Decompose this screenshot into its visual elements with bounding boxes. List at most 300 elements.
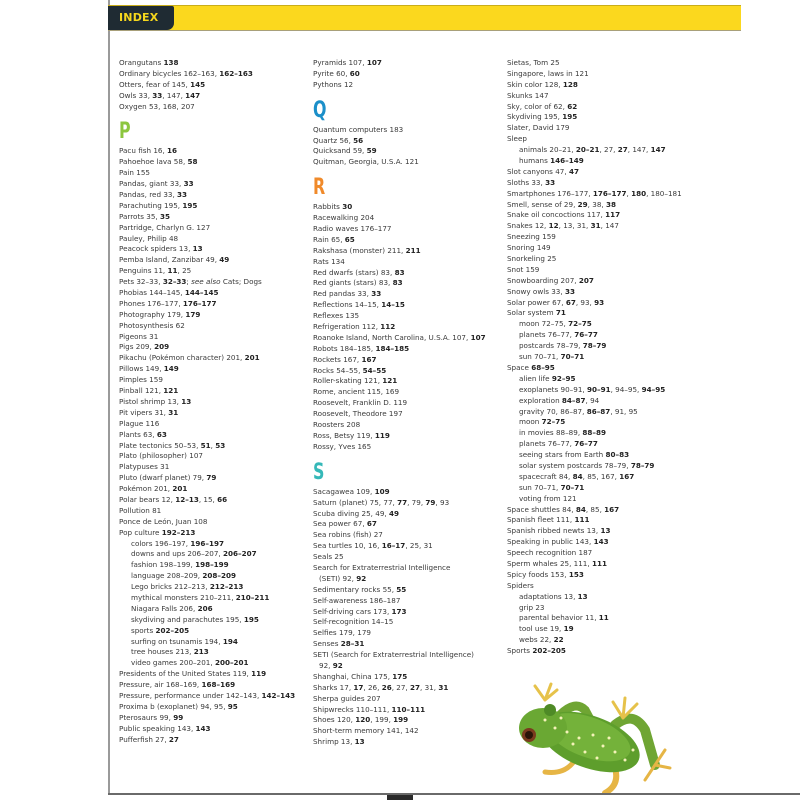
index-subentry	[507, 396, 707, 407]
index-entry	[313, 355, 498, 366]
index-subentry	[507, 417, 707, 428]
illustrated-page-ref: 211	[405, 245, 421, 255]
entry-text: Pets 32–33,	[119, 277, 163, 287]
index-subentry	[119, 626, 304, 637]
entry-text: 92,	[319, 660, 333, 670]
entry-text: Sea power 67,	[313, 519, 367, 529]
illustrated-page-ref: 143	[593, 537, 609, 547]
index-entry	[313, 409, 498, 420]
illustrated-page-ref: 49	[219, 255, 230, 265]
entry-text: Red pandas 33,	[313, 289, 372, 299]
index-entry	[507, 559, 707, 570]
entry-text: , 31,	[420, 682, 439, 692]
entry-text: Roller-skating 121,	[313, 376, 383, 386]
index-subentry	[119, 539, 304, 550]
entry-text: Pigeons 31	[119, 331, 159, 341]
index-column-1	[119, 58, 304, 745]
illustrated-page-ref: 202–205	[155, 625, 190, 635]
entry-text: Red giants (stars) 83,	[313, 278, 393, 288]
entry-text: parental behavior 11,	[519, 613, 599, 623]
entry-text: Singapore, laws in 121	[507, 68, 589, 78]
illustrated-page-ref: 175	[392, 671, 408, 681]
entry-text: alien life	[519, 373, 552, 383]
index-entry	[313, 715, 498, 726]
illustrated-page-ref: 84	[572, 471, 583, 481]
illustrated-page-ref: 111	[574, 515, 590, 525]
index-entry	[507, 298, 707, 309]
entry-text: Pemba Island, Zanzibar 49,	[119, 255, 220, 265]
index-entry	[313, 311, 498, 322]
index-entry	[507, 200, 707, 211]
entry-text: Pythons 12	[313, 79, 354, 89]
entry-text: Rocks 54–55,	[313, 365, 363, 375]
entry-text: Rakshasa (monster) 211,	[313, 245, 406, 255]
entry-text: , 180–181	[646, 188, 682, 198]
illustrated-page-ref: 12	[548, 221, 559, 231]
entry-text: Platypuses 31	[119, 462, 170, 472]
illustrated-page-ref: 30	[342, 202, 353, 212]
entry-text: Orangutans	[119, 58, 164, 67]
illustrated-page-ref: 16–17	[381, 541, 406, 551]
entry-text: Roanoke Island, North Carolina, U.S.A. 107,	[313, 332, 471, 342]
illustrated-page-ref: 145	[190, 79, 206, 89]
index-entry	[507, 505, 707, 516]
illustrated-page-ref: 111	[591, 558, 607, 568]
entry-text: Sleep	[507, 134, 527, 144]
illustrated-page-ref: 112	[380, 322, 396, 332]
index-entry	[313, 737, 498, 748]
entry-text: Snowboarding 207,	[507, 275, 579, 285]
illustrated-page-ref: 65	[344, 234, 355, 244]
index-entry	[119, 473, 304, 484]
index-entry	[313, 530, 498, 541]
index-entry	[119, 91, 304, 102]
illustrated-page-ref: 92–95	[551, 373, 576, 383]
index-column-2	[313, 58, 498, 748]
index-entry	[119, 669, 304, 680]
illustrated-page-ref: 94–95	[641, 384, 666, 394]
index-entry	[119, 332, 304, 343]
entry-text: Sharks 17,	[313, 682, 354, 692]
index-subentry	[507, 385, 707, 396]
entry-text: ;	[186, 277, 192, 287]
entry-text: Photography 179,	[119, 309, 186, 319]
entry-text: exoplanets 90–91,	[519, 384, 587, 394]
index-subentry	[507, 330, 707, 341]
index-entry	[507, 123, 707, 134]
entry-text: mythical monsters 210–211,	[131, 592, 236, 602]
entry-text: Public speaking 143,	[119, 723, 196, 733]
index-entry	[507, 178, 707, 189]
entry-text: , 25	[177, 266, 192, 276]
illustrated-page-ref: 117	[605, 210, 621, 220]
illustrated-page-ref: 13	[192, 244, 203, 254]
entry-text: Phobias 144–145,	[119, 288, 185, 298]
illustrated-page-ref: 168–169	[201, 680, 236, 690]
index-entry	[507, 254, 707, 265]
index-entry	[313, 420, 498, 431]
illustrated-page-ref: 167	[604, 504, 620, 514]
index-entry	[313, 585, 498, 596]
entry-text: , 199,	[370, 715, 394, 725]
illustrated-page-ref: 110–111	[391, 704, 426, 714]
index-entry	[507, 210, 707, 221]
entry-text: Snowy owls 33,	[507, 286, 565, 296]
index-entry	[313, 683, 498, 694]
entry-text: Roosevelt, Theodore 197	[313, 409, 403, 419]
index-entry	[313, 202, 498, 213]
index-entry	[313, 344, 498, 355]
entry-text: Pandas, giant 33,	[119, 179, 184, 189]
index-entry	[313, 146, 498, 157]
entry-text: webs 22,	[519, 635, 554, 645]
illustrated-page-ref: 26	[381, 682, 392, 692]
illustrated-page-ref: 56	[353, 135, 364, 145]
index-entry	[507, 167, 707, 178]
entry-text: , 27,	[391, 682, 411, 692]
entry-text: Space shuttles 84,	[507, 504, 576, 514]
index-subentry	[119, 647, 304, 658]
entry-text: Ponce de León, Juan 108	[119, 516, 208, 526]
entry-text: Pimples 159	[119, 375, 163, 385]
entry-text: Solar power 67,	[507, 297, 566, 307]
entry-text: Skunks 147	[507, 90, 549, 100]
index-entry	[507, 112, 707, 123]
index-entry	[313, 125, 498, 136]
entry-text: Smartphones 176–177,	[507, 188, 593, 198]
entry-text: Pikachu (Pokémon character) 201,	[119, 353, 245, 363]
illustrated-page-ref: 192–213	[161, 527, 196, 537]
index-subentry	[119, 593, 304, 604]
index-entry	[119, 495, 304, 506]
index-entry	[119, 69, 304, 80]
illustrated-page-ref: 86–87	[586, 406, 611, 416]
illustrated-page-ref: 167	[361, 354, 377, 364]
illustrated-page-ref: 83	[392, 278, 403, 288]
illustrated-page-ref: 67	[565, 297, 576, 307]
entry-text: Plato (philosopher) 107	[119, 451, 203, 461]
index-subentry	[507, 428, 707, 439]
index-entry	[119, 691, 304, 702]
entry-text: Quantum computers 183	[313, 124, 404, 134]
entry-text: Shipwrecks 110–111,	[313, 704, 392, 714]
index-entry	[313, 639, 498, 650]
index-letter-heading: S	[313, 459, 325, 485]
illustrated-page-ref: 12–13	[175, 494, 199, 504]
entry-text: Parachuting 195,	[119, 200, 183, 210]
entry-text: tree houses 213,	[131, 647, 194, 657]
index-entry	[119, 168, 304, 179]
index-header-bar	[108, 5, 741, 31]
illustrated-page-ref: 13	[577, 591, 588, 601]
entry-text: skydiving and parachutes 195,	[131, 614, 244, 624]
entry-text: Seals 25	[313, 552, 344, 562]
entry-text: Peacock spiders 13,	[119, 244, 193, 254]
index-entry	[313, 672, 498, 683]
entry-text: Pyramids 107,	[313, 58, 367, 67]
illustrated-page-ref: 212–213	[209, 582, 244, 592]
entry-text: Pandas, red 33,	[119, 190, 178, 200]
index-entry	[119, 364, 304, 375]
entry-text: , 94	[585, 395, 600, 405]
entry-text: Search for Extraterrestrial Intelligence	[313, 562, 451, 572]
index-entry	[119, 190, 304, 201]
entry-text: Sky, color of 62,	[507, 101, 568, 111]
entry-text: Sietas, Tom 25	[507, 58, 560, 67]
illustrated-page-ref: 120	[355, 715, 371, 725]
illustrated-page-ref: 71	[555, 308, 566, 318]
entry-text: Pressure, performance under 142–143,	[119, 690, 262, 700]
illustrated-page-ref: 27	[410, 682, 421, 692]
index-entry	[507, 363, 707, 374]
entry-text: Slater, David 179	[507, 123, 570, 133]
index-entry	[313, 541, 498, 552]
entry-text: seeing stars from Earth	[519, 450, 606, 460]
entry-text: Snot 159	[507, 264, 540, 274]
index-entry	[313, 661, 498, 672]
index-entry	[119, 462, 304, 473]
index-subentry	[507, 450, 707, 461]
entry-text: language 208–209,	[131, 571, 203, 581]
index-entry	[119, 353, 304, 364]
entry-text: Pain 155	[119, 168, 150, 178]
illustrated-page-ref: 28–31	[340, 639, 365, 649]
entry-text: Sneezing 159	[507, 232, 556, 242]
index-subentry	[507, 319, 707, 330]
illustrated-page-ref: 60	[349, 68, 360, 78]
entry-text: Senses	[313, 639, 341, 649]
illustrated-page-ref: 121	[382, 376, 398, 386]
index-entry	[507, 548, 707, 559]
illustrated-page-ref: 13	[354, 737, 365, 747]
entry-text: Pit vipers 31,	[119, 407, 169, 417]
entry-text: , 94–95,	[610, 384, 642, 394]
illustrated-page-ref: 78–79	[630, 460, 655, 470]
illustrated-page-ref: 33	[183, 179, 194, 189]
index-entry	[313, 80, 498, 91]
entry-text: Reflexes 135	[313, 311, 360, 321]
entry-text: Parrots 35,	[119, 211, 161, 221]
illustrated-page-ref: 121	[163, 386, 179, 396]
entry-text: sun 70–71,	[519, 482, 561, 492]
entry-text: , 13, 31,	[558, 221, 591, 231]
entry-text: Reflections 14–15,	[313, 300, 382, 310]
illustrated-page-ref: 33	[177, 190, 188, 200]
entry-text: Pinball 121,	[119, 386, 164, 396]
illustrated-page-ref: 83	[394, 267, 405, 277]
entry-text: Skin color 128,	[507, 79, 563, 89]
index-subentry	[507, 439, 707, 450]
illustrated-page-ref: 16	[167, 146, 178, 156]
index-entry	[507, 221, 707, 232]
entry-text: Scuba diving 25, 49,	[313, 508, 389, 518]
illustrated-page-ref: 184–185	[375, 343, 410, 353]
entry-text: , 38,	[587, 199, 606, 209]
illustrated-page-ref: 27	[617, 145, 628, 155]
illustrated-page-ref: 107	[366, 58, 382, 67]
entry-text: Rain 65,	[313, 234, 345, 244]
illustrated-page-ref: 207	[578, 275, 594, 285]
entry-text: Rome, ancient 115, 169	[313, 387, 400, 397]
entry-text: Radio waves 176–177	[313, 224, 392, 234]
illustrated-page-ref: 200–201	[214, 658, 249, 668]
entry-text: Sherpa guides 207	[313, 693, 381, 703]
index-entry	[313, 257, 498, 268]
index-column-3	[507, 58, 707, 657]
index-entry	[119, 528, 304, 539]
illustrated-page-ref: 84–87	[561, 395, 586, 405]
entry-text: Plague 116	[119, 418, 160, 428]
index-header-tab: INDEX	[108, 6, 174, 30]
illustrated-page-ref: 99	[173, 712, 184, 722]
entry-text: Pterosaurs 99,	[119, 712, 174, 722]
illustrated-page-ref: 213	[193, 647, 209, 657]
index-entry	[313, 235, 498, 246]
entry-text: Penguins 11,	[119, 266, 168, 276]
entry-text: , 26,	[363, 682, 382, 692]
illustrated-page-ref: 209	[154, 342, 170, 352]
index-subentry	[507, 374, 707, 385]
entry-text: Racewalking 204	[313, 213, 375, 223]
index-entry	[507, 581, 707, 592]
entry-text: Pokémon 201,	[119, 484, 173, 494]
entry-text: in movies 88–89,	[519, 428, 583, 438]
index-letter-heading: R	[313, 175, 326, 201]
illustrated-page-ref: 31	[590, 221, 601, 231]
entry-text: solar system postcards 78–79,	[519, 460, 631, 470]
index-entry	[313, 563, 498, 574]
index-entry	[313, 726, 498, 737]
index-entry	[313, 387, 498, 398]
illustrated-page-ref: 208–209	[202, 571, 236, 581]
index-entry	[313, 607, 498, 618]
index-entry	[119, 255, 304, 266]
index-entry	[119, 299, 304, 310]
entry-text: Self-driving cars 173,	[313, 606, 392, 616]
index-entry	[119, 680, 304, 691]
index-subentry	[507, 461, 707, 472]
index-entry	[119, 506, 304, 517]
index-entry	[507, 134, 707, 145]
index-entry	[119, 375, 304, 386]
entry-text: , 91, 95	[610, 406, 638, 416]
entry-text: Phones 176–177,	[119, 298, 183, 308]
entry-text: Rats 134	[313, 256, 345, 266]
index-entry	[313, 58, 498, 69]
entry-text: voting from 121	[519, 493, 577, 503]
index-subentry	[507, 145, 707, 156]
entry-text: Pluto (dwarf planet) 79,	[119, 473, 207, 483]
entry-text: sun 70–71,	[519, 352, 561, 362]
index-subentry	[507, 624, 707, 635]
entry-text: ,	[626, 188, 632, 198]
index-entry	[313, 278, 498, 289]
illustrated-page-ref: 33	[371, 289, 382, 299]
entry-text: Sedimentary rocks 55,	[313, 584, 397, 594]
index-entry	[119, 179, 304, 190]
index-entry	[119, 408, 304, 419]
illustrated-page-ref: 33	[152, 90, 163, 100]
illustrated-page-ref: 31	[168, 407, 179, 417]
illustrated-page-ref: 32–33	[162, 277, 187, 287]
illustrated-page-ref: 53	[215, 440, 226, 450]
illustrated-page-ref: 92	[356, 573, 367, 583]
entry-text: , 27,	[599, 145, 618, 155]
entry-text: , 85, 167,	[582, 471, 620, 481]
entry-text: Sea turtles 10, 16,	[313, 541, 382, 551]
illustrated-page-ref: 70–71	[560, 352, 585, 362]
entry-text: Rossy, Yves 165	[313, 441, 372, 451]
entry-text: Sports	[507, 646, 533, 656]
entry-text: Rabbits	[313, 202, 343, 212]
illustrated-page-ref: 144–145	[184, 288, 219, 298]
index-entry	[507, 243, 707, 254]
entry-text: Quartz 56,	[313, 135, 354, 145]
entry-text: Lego bricks 212–213,	[131, 582, 210, 592]
index-entry	[313, 628, 498, 639]
page-number-tab	[387, 795, 413, 800]
illustrated-page-ref: 162–163	[219, 68, 253, 78]
illustrated-page-ref: 147	[650, 145, 666, 155]
index-entry	[119, 419, 304, 430]
entry-text: gravity 70, 86–87,	[519, 406, 587, 416]
entry-text: , 15,	[198, 494, 218, 504]
illustrated-page-ref: 176–177	[182, 298, 217, 308]
entry-text: Shanghai, China 175,	[313, 671, 393, 681]
index-subentry	[119, 560, 304, 571]
entry-text: Photosynthesis 62	[119, 320, 185, 330]
index-entry	[313, 650, 498, 661]
entry-text: , 147,	[162, 90, 186, 100]
illustrated-page-ref: 14–15	[381, 300, 405, 310]
entry-text: tool use 19,	[519, 624, 564, 634]
illustrated-page-ref: 138	[163, 58, 179, 67]
illustrated-page-ref: 20–21	[575, 145, 600, 155]
index-subentry	[119, 604, 304, 615]
entry-text: Polar bears 12,	[119, 494, 176, 504]
entry-text: Pollution 81	[119, 505, 162, 515]
illustrated-page-ref: 17	[353, 682, 364, 692]
index-entry	[119, 201, 304, 212]
illustrated-page-ref: 13	[181, 396, 192, 406]
illustrated-page-ref: 107	[470, 332, 486, 342]
entry-text: Snake oil concoctions 117,	[507, 210, 606, 220]
index-entry	[507, 287, 707, 298]
illustrated-page-ref: 153	[568, 569, 584, 579]
illustrated-page-ref: 93	[594, 297, 605, 307]
entry-text: moon 72–75,	[519, 319, 569, 329]
entry-text: planets 76–77,	[519, 439, 575, 449]
index-entry	[313, 289, 498, 300]
illustrated-page-ref: 33	[545, 177, 556, 187]
entry-text: spacecraft 84,	[519, 471, 573, 481]
entry-text: , 93,	[575, 297, 595, 307]
illustrated-page-ref: 88–89	[582, 428, 607, 438]
index-entry	[119, 713, 304, 724]
index-subentry	[507, 613, 707, 624]
entry-text: , 147	[600, 221, 619, 231]
illustrated-page-ref: 11	[598, 613, 609, 623]
illustrated-page-ref: 195	[562, 112, 578, 122]
entry-text: Robots 184–185,	[313, 343, 376, 353]
illustrated-page-ref: 51	[200, 440, 211, 450]
illustrated-page-ref: 70–71	[560, 482, 585, 492]
index-subentry	[119, 549, 304, 560]
illustrated-page-ref: 119	[251, 669, 267, 679]
index-entry	[507, 276, 707, 287]
illustrated-page-ref: 199	[393, 715, 409, 725]
index-entry	[313, 136, 498, 147]
